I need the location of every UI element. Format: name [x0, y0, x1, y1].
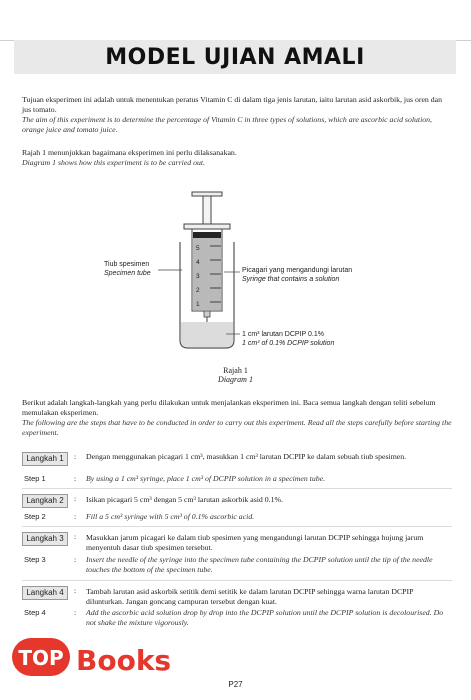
syringe-diagram [100, 180, 380, 355]
step-3 [22, 532, 452, 578]
label-syringe-en: Syringe that contains a solution [242, 276, 340, 283]
step-text-en: Insert the needle of the syringe into the specimen tube containing the DCPIP solution until the tip of the needle touches the bottom of the specimen tube. [86, 555, 433, 574]
label-dcpip-en: 1 cm³ of 0.1% DCPIP solution [242, 340, 335, 347]
step-2 [22, 494, 452, 526]
step-text-ms: Isikan picagari 5 cm³ dengan 5 cm³ larutan askorbik asid 0.1%. [86, 495, 283, 504]
scale-1: 1 [196, 301, 200, 308]
step-divider [22, 488, 452, 489]
step-4 [22, 586, 452, 632]
step-label-ms: Langkah 3 [22, 532, 68, 546]
step-1 [22, 452, 452, 492]
logo-top-text: TOP [18, 646, 64, 670]
label-dcpip [242, 330, 334, 348]
colon: : [74, 494, 77, 503]
label-syringe [242, 266, 352, 284]
label-dcpip-ms: 1 cm³ larutan DCPIP 0.1% [242, 331, 324, 338]
page-title: MODEL UJIAN AMALI [105, 45, 365, 70]
diagram-intro-ms: Rajah 1 menunjukkan bagaimana eksperimen ini perlu dilaksanakan. [22, 148, 237, 157]
colon: : [74, 452, 77, 461]
step-text-en: Fill a 5 cm³ syringe with 5 cm³ of 0.1% ascorbic acid. [86, 512, 255, 521]
intro-paragraph [22, 95, 452, 135]
step-label-en: Step 2 [24, 512, 46, 521]
steps-intro-ms: Berikut adalah langkah-langkah yang perlu dilakukan untuk menjalankan eksperimen ini. Baca semua langkah dengan teliti sebelum memulakan eksperimen. [22, 398, 436, 417]
step-text-en: By using a 1 cm³ syringe, place 1 cm³ of DCPIP solution in a specimen tube. [86, 474, 326, 483]
intro-text-ms: Tujuan eksperimen ini adalah untuk menentukan peratus Vitamin C di dalam tiga jenis larutan, iaitu larutan asid askorbik, jus oren dan jus tomato. [22, 95, 443, 114]
diagram-caption [0, 366, 471, 384]
steps-intro [22, 398, 452, 438]
step-label-ms: Langkah 1 [22, 452, 68, 466]
colon: : [74, 532, 77, 541]
steps-intro-en: The following are the steps that have to be conducted in order to carry out this experiment. Read all the steps carefully before starting the experiment. [22, 418, 452, 437]
scale-4: 4 [196, 259, 200, 266]
diagram-intro-en: Diagram 1 shows how this experiment is to be carried out. [22, 158, 206, 167]
step-label-ms: Langkah 4 [22, 586, 68, 600]
colon: : [74, 555, 77, 564]
scale-5: 5 [196, 245, 200, 252]
colon: : [74, 608, 77, 617]
step-text-en: Add the ascorbic acid solution drop by drop into the DCPIP solution until the DCPIP solution is decolourised. Do not shake the mixture vigorously. [86, 608, 444, 627]
step-label-ms: Langkah 2 [22, 494, 68, 508]
caption-en: Diagram 1 [218, 375, 253, 384]
step-label-en: Step 3 [24, 555, 46, 564]
diagram-intro [22, 148, 452, 168]
intro-text-en: The aim of this experiment is to determine the percentage of Vitamin C in three types of solutions, which are ascorbic acid solution, orange juice and tomato juice. [22, 115, 432, 134]
colon: : [74, 586, 77, 595]
step-divider [22, 526, 452, 527]
step-label-en: Step 1 [24, 474, 46, 483]
colon: : [74, 474, 77, 483]
step-label-en: Step 4 [24, 608, 46, 617]
page-header [14, 40, 456, 74]
colon: : [74, 512, 77, 521]
step-text-ms: Masukkan jarum picagari ke dalam tiub spesimen yang mengandungi larutan DCPIP sehingga hujung jarum menyentuh dasar tiub spesimen tersebut. [86, 533, 424, 552]
label-specimen-tube [104, 260, 151, 278]
scale-2: 2 [196, 287, 200, 294]
page-number: P27 [228, 680, 243, 689]
caption-ms: Rajah 1 [223, 366, 248, 375]
label-tube-en: Specimen tube [104, 270, 151, 277]
step-text-ms: Dengan menggunakan picagari 1 cm³, masukkan 1 cm³ larutan DCPIP ke dalam sebuah tiub spesimen. [86, 452, 407, 461]
label-tube-ms: Tiub spesimen [104, 261, 150, 268]
scale-3: 3 [196, 273, 200, 280]
logo-books-text: Books [76, 644, 172, 677]
step-divider [22, 580, 452, 581]
step-text-ms: Tambah larutan asid askorbik setitik demi setitik ke dalam larutan DCPIP sehingga warna larutan DCPIP dilunturkan. Jangan goncang campuran tersebut dengan kuat. [86, 587, 414, 606]
syringe-scale [196, 242, 200, 312]
label-syringe-ms: Picagari yang mengandungi larutan [242, 267, 353, 274]
